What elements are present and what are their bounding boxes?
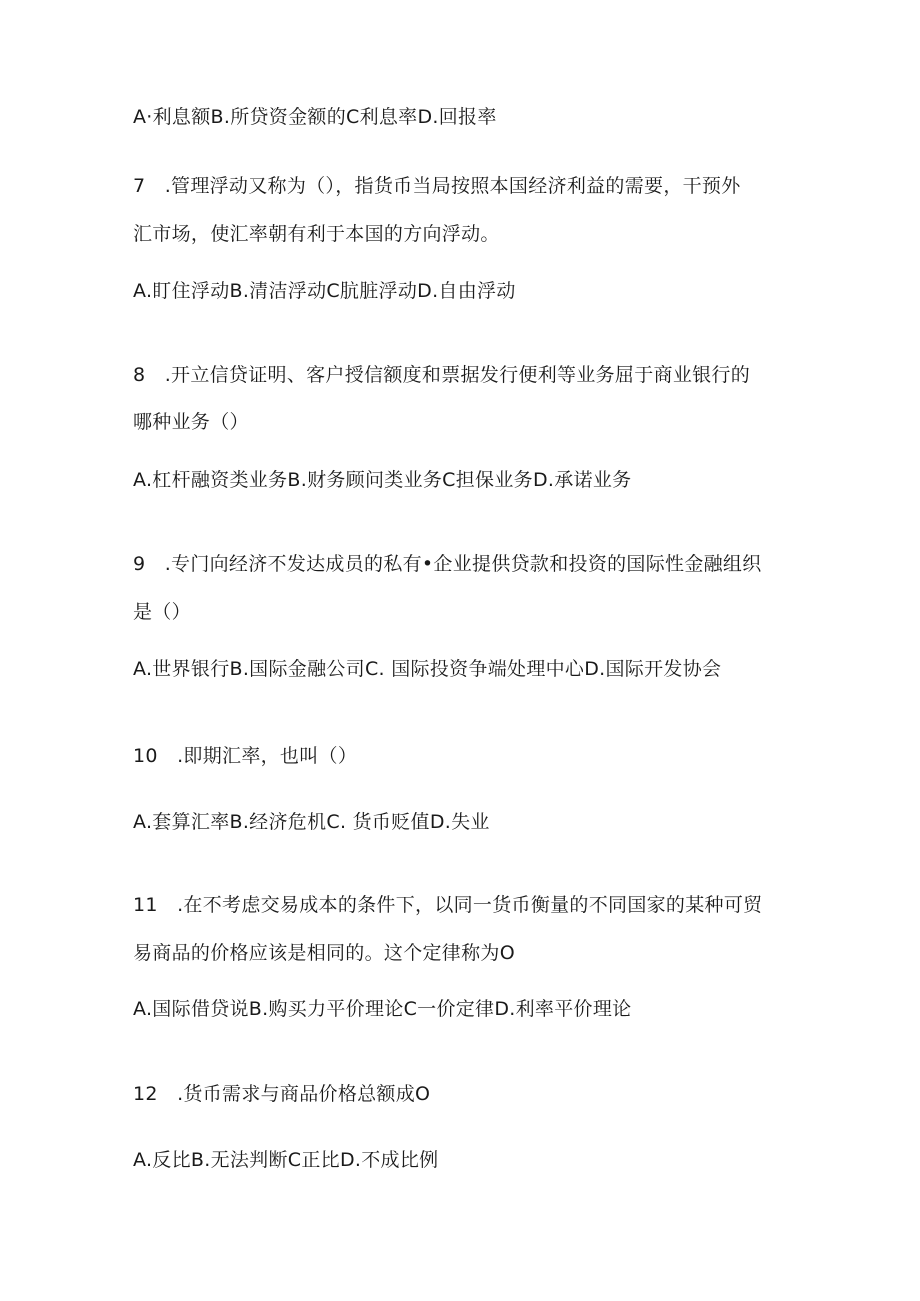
question-11-line-1: 11 .在不考虑交易成本的条件下，以同一货币衡量的不同国家的某种可贸	[133, 894, 763, 916]
question-7-line-2: 汇市场，使汇率朝有利于本国的方向浮动。	[133, 223, 500, 245]
question-7-line-1: 7 .管理浮动又称为（），指货币当局按照本国经济利益的需要，干预外	[133, 175, 741, 197]
question-12-line-1: 12 .货币需求与商品价格总额成O	[133, 1083, 431, 1105]
answer-options-12: A.反比B.无法判断C正比D.不成比例	[133, 1149, 439, 1171]
question-8-line-1: 8 .开立信贷证明、客户授信额度和票据发行便利等业务屈于商业银行的	[133, 364, 751, 386]
answer-options-6: A·利息额B.所贷资金额的C利息率D.回报率	[133, 106, 497, 128]
question-9-line-1: 9 .专门向经济不发达成员的私有•企业提供贷款和投资的国际性金融组织	[133, 553, 762, 575]
question-11-line-2: 易商品的价格应该是相同的。这个定律称为O	[133, 942, 515, 964]
answer-options-10: A.套算汇率B.经济危机C. 货币贬值D.失业	[133, 811, 490, 833]
answer-options-11: A.国际借贷说B.购买力平价理论C一价定律D.利率平价理论	[133, 998, 632, 1020]
answer-options-7: A.盯住浮动B.清洁浮动C肮脏浮动D.自由浮动	[133, 280, 516, 302]
answer-options-8: A.杠杆融资类业务B.财务顾问类业务C担保业务D.承诺业务	[133, 469, 632, 491]
question-9-line-2: 是（）	[133, 601, 191, 623]
question-10-line-1: 10 .即期汇率，也叫（）	[133, 745, 358, 767]
answer-options-9: A.世界银行B.国际金融公司C. 国际投资争端处理中心D.国际开发协会	[133, 658, 722, 680]
question-8-line-2: 哪种业务（）	[133, 411, 249, 433]
